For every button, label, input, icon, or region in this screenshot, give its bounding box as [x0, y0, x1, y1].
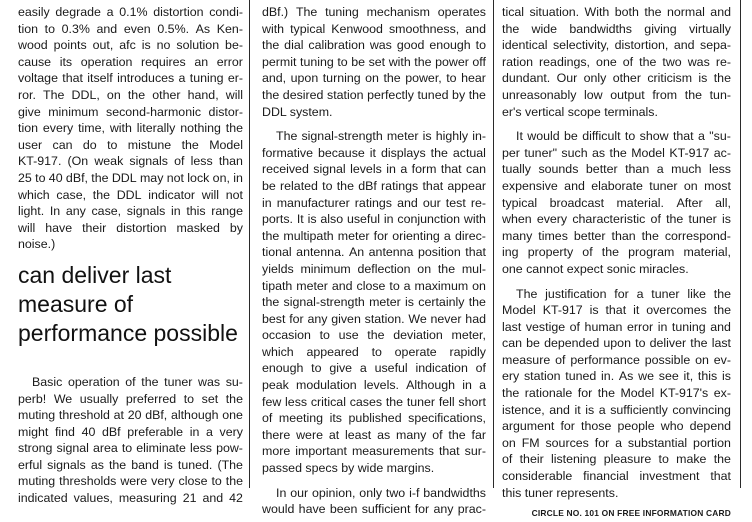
text-line: identical selectivity, distortion, and sepa-	[502, 38, 731, 53]
column-rule	[740, 0, 741, 488]
paragraph	[502, 286, 731, 502]
column-rule	[493, 0, 494, 488]
paragraph	[18, 374, 243, 507]
text-line: ery station tuned in. As we see it, this is	[502, 369, 731, 384]
text-line: might find 40 dBf preferable in a very	[18, 424, 243, 439]
text-line: best for any given station. We never had	[262, 311, 486, 326]
paragraph	[18, 4, 243, 253]
text-line: the wide bandwidths giving virtually	[502, 21, 731, 36]
text-line: ing property of the program material,	[502, 245, 731, 260]
text-line: DDL system.	[262, 104, 333, 119]
text-line: ports. It is also useful in conjunction with	[262, 212, 486, 227]
text-line: dBf.) The tuning mechanism operates	[262, 5, 486, 19]
text-line: cause its operation requires an error	[18, 54, 243, 69]
text-line: muting threshold at 20 dBf, although one	[18, 408, 243, 423]
text-line: permit tuning to be set with the power off	[262, 54, 486, 69]
paragraph	[262, 485, 486, 518]
text-line: muting thresholds were very close to the	[18, 474, 243, 489]
paragraph	[502, 128, 731, 277]
text-line: considerable financial investment that	[502, 469, 731, 484]
paragraph	[502, 4, 731, 120]
text-line: istence, and it is a sufficiently convincing	[502, 402, 731, 417]
text-line: be related to the dBf ratings that appear	[262, 178, 486, 193]
text-line: 25 to 40 dBf, the DDL may not lock on, in	[18, 170, 243, 185]
text-line: few less critical cases the tuner fell short	[262, 394, 486, 409]
text-line: occasion to use the deviation meter,	[262, 328, 486, 343]
text-line: there were at least as many of the far	[262, 427, 486, 442]
text-column-3	[502, 4, 731, 522]
text-line: expensive and elaborate tuner on most	[502, 178, 731, 193]
text-line: Model KT-917 is that it overcomes the	[502, 303, 731, 318]
text-line: which case, the DDL indicator will not	[18, 187, 243, 202]
text-line: enough to give a useful indication of	[262, 361, 486, 376]
text-line: passed specs by wide margins.	[262, 461, 435, 476]
text-line: one cannot expect sonic miracles.	[502, 261, 689, 276]
pull-quote-line: performance possible	[18, 319, 238, 346]
text-line: the multipath meter for orienting a direc-	[262, 228, 486, 243]
text-line: the dial calibration was good enough to	[262, 38, 486, 53]
text-line: tional antenna. An antenna position that	[262, 245, 486, 260]
text-line: many times better than the correspond-	[502, 228, 731, 243]
text-line: can be depended upon to deliver the last	[502, 336, 731, 351]
text-line: The signal-strength meter is highly in-	[276, 129, 486, 144]
text-line: would have been sufficient for any prac-	[262, 502, 486, 517]
text-line: formative because it displays the actual	[262, 145, 486, 160]
text-line: It would be difficult to show that a "su-	[516, 129, 731, 144]
text-line: with typical Kenwood smoothness, and	[262, 21, 486, 36]
text-line: more important measurements that sur-	[262, 444, 486, 459]
text-line: the signal-strength meter is certainly the	[262, 295, 486, 310]
text-line: voltage that itself introduces a tuning er-	[18, 71, 243, 86]
text-line: unreasonably low output from the tun-	[502, 87, 731, 102]
text-line: erful signals as the band is tuned. (The	[18, 457, 243, 472]
reader-service-note: CIRCLE NO. 101 ON FREE INFORMATION CARD	[531, 508, 731, 519]
text-line: received signal levels in a form that can	[262, 162, 486, 177]
text-line: the desired station perfectly tuned by the	[262, 87, 486, 102]
text-line: noise.)	[18, 237, 56, 252]
text-line: Basic operation of the tuner was su-	[32, 374, 243, 389]
text-line: this tuner represents.	[502, 485, 619, 500]
text-line: tually sounds better than a much less	[502, 162, 731, 177]
paragraph	[262, 128, 486, 476]
text-line: wood points out, afc is no solution be-	[18, 38, 243, 53]
text-line: in manufacturer ratings and our test re-	[262, 195, 486, 210]
text-line: strong signal area to eliminate less pow-	[18, 441, 243, 456]
text-line: give minimum second-harmonic distor-	[18, 104, 243, 119]
text-line: light. In any case, signals in this range	[18, 204, 243, 219]
text-line: typical broadcast material. After all,	[502, 195, 731, 210]
text-line: indicated values, measuring 21 and 42	[18, 491, 243, 506]
text-line: the rationale for the Model KT-917's ex-	[502, 386, 731, 401]
text-line: The justification for a tuner like the	[516, 286, 731, 301]
pull-quote	[18, 261, 243, 348]
column-rule	[249, 0, 250, 488]
text-line: ror. The DDL, on the other hand, will	[18, 87, 243, 102]
text-line: per tuner" such as the Model KT-917 ac-	[502, 145, 731, 160]
pull-quote-line: can deliver last	[18, 261, 172, 288]
text-line: of meeting its published specifications,	[262, 411, 486, 426]
text-line: yields minimum deflection on the mul-	[262, 261, 486, 276]
text-line: peak modulation levels. Although in a	[262, 378, 486, 393]
text-line: dundant. Our only other criticism is the	[502, 71, 731, 86]
text-line: measure of performance possible on ev-	[502, 352, 731, 367]
text-line: of their listening pleasure to make the	[502, 452, 731, 467]
text-line: on FM sources for a substantial portion	[502, 435, 731, 450]
text-line: In our opinion, only two i-f bandwidths	[276, 485, 486, 500]
text-line: easily degrade a 0.1% distortion condi-	[18, 5, 243, 19]
text-line: user can do to mistune the Model	[18, 137, 243, 152]
paragraph	[262, 4, 486, 120]
pull-quote-line: measure of	[18, 290, 134, 317]
text-line: tion every time, with literally nothing the	[18, 121, 243, 136]
text-line: will have their distortion masked by	[18, 220, 243, 235]
text-line: tion to 0.3% and even 0.5%. As Ken-	[18, 21, 243, 36]
text-line: last vestige of human error in tuning and	[502, 319, 731, 334]
text-line: when every characteristic of the tuner is	[502, 212, 731, 227]
text-column-2	[262, 4, 486, 518]
text-line: tipath meter and close to a maximum on	[262, 278, 486, 293]
text-line: KT-917. (On weak signals of less than	[18, 154, 243, 169]
text-line: perb! We usually preferred to set the	[18, 391, 243, 406]
text-line: which appeared to operate rapidly	[262, 344, 486, 359]
text-line: ration readings, one of the two was re-	[502, 54, 731, 69]
text-column-1	[18, 4, 243, 507]
text-line: er's vertical scope terminals.	[502, 104, 658, 119]
text-line: argument for those people who depend	[502, 419, 731, 434]
text-line: and, upon turning on the power, to hear	[262, 71, 486, 86]
text-line: tical situation. With both the normal and	[502, 5, 731, 19]
